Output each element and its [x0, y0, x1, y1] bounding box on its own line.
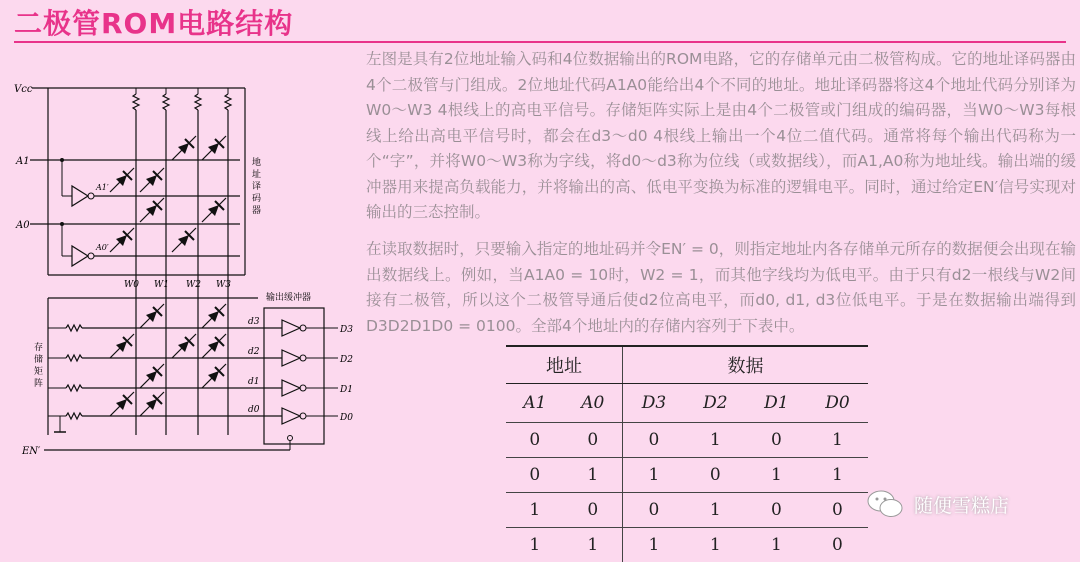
table-cell: 0: [807, 528, 868, 562]
header-d2: D2: [685, 384, 746, 423]
buffer-label: 输出缓冲器: [266, 291, 311, 303]
table-cell: 0: [623, 493, 685, 528]
header-a0: A0: [564, 384, 623, 423]
table-cell: 0: [685, 458, 746, 493]
wechat-icon: [866, 489, 904, 519]
a0-label: A0: [15, 220, 30, 231]
table-cell: 1: [746, 528, 807, 562]
matrix-label: 存储矩阵: [34, 341, 43, 389]
table-cell: 1: [685, 493, 746, 528]
table-cell: 1: [506, 528, 564, 562]
d2-label: d2: [248, 347, 260, 357]
table-cell: 1: [506, 493, 564, 528]
D2-label: D2: [339, 355, 353, 365]
table-cell: 0: [564, 423, 623, 458]
table-cell: 0: [564, 493, 623, 528]
table-cell: 0: [623, 423, 685, 458]
d3-label: d3: [248, 317, 260, 327]
en-label: EN′: [21, 446, 41, 457]
bit-lines: [48, 325, 282, 432]
a0n-label: A0′: [95, 243, 109, 252]
vcc-label: Vcc: [14, 84, 33, 95]
table-cell: 1: [564, 458, 623, 493]
output-buffers: [282, 320, 338, 424]
w3-label: W3: [216, 280, 231, 290]
rom-content-table: [506, 345, 868, 562]
rom-circuit-diagram: [0, 60, 362, 460]
table-cell: 0: [807, 493, 868, 528]
paragraph-read-operation: 在读取数据时，只要输入指定的地址码并令EN′ = 0，则指定地址内各存储单元所存的数据便会出现在输出数据线上。例如，当A1A0 = 10时，W2 = 1，而其他字线均为低电平。由于只有d2一根线与W2间接有二极管，所以这个二极管导通后使d2位高电平，而d0, d1, d3位低电平。于是在数据输出端得到D3D2D1D0 = 0100。全部4个地址内的存储内容列于下表中。: [366, 237, 1076, 339]
table-cell: 1: [564, 528, 623, 562]
table-cell: 1: [623, 528, 685, 562]
table-cell: 1: [685, 528, 746, 562]
title-underline: [14, 41, 1066, 43]
table-cell: 1: [623, 458, 685, 493]
D1-label: D1: [339, 385, 353, 395]
a1-label: A1: [15, 156, 30, 167]
header-d1: D1: [746, 384, 807, 423]
table-cell: 1: [685, 423, 746, 458]
header-d0: D0: [807, 384, 868, 423]
table-cell: 0: [746, 423, 807, 458]
group-address-header: 地址: [506, 346, 623, 384]
w0-label: W0: [124, 280, 139, 290]
D3-label: D3: [339, 325, 353, 335]
table-cell: 0: [506, 423, 564, 458]
inverter-a0: [72, 246, 88, 266]
table-row: [506, 528, 868, 562]
table-row: [506, 493, 868, 528]
w1-label: W1: [154, 280, 169, 290]
table-row: [506, 458, 868, 493]
d1-label: d1: [248, 377, 260, 387]
watermark-text: 随便雪糕店: [914, 491, 1009, 518]
D0-label: D0: [339, 413, 353, 423]
w2-label: W2: [186, 280, 201, 290]
a1n-label: A1′: [95, 183, 109, 192]
header-d3: D3: [623, 384, 685, 423]
table-row: [506, 423, 868, 458]
decoder-label: 地址译码器: [252, 156, 261, 216]
paragraph-rom-structure: 左图是具有2位地址输入码和4位数据输出的ROM电路，它的存储单元由二极管构成。它的地址译码器由4个二极管与门组成。2位地址代码A1A0能给出4个不同的地址。地址译码器将这4个地址代码分别译为W0～W3 4根线上的高电平信号。存储矩阵实际上是由4个二极管或门组成的编码器，当W0～W3每根线上给出高电平信号时，都会在d3～d0 4根线上输出一个4位二值代码。通常将每个输出代码称为一个“字”，并将W0～W3称为字线，将d0～d3称为位线（或数据线），而A1,A0称为地址线。输出端的缓冲器用来提高负载能力，并将输出的高、低电平变换为标准的逻辑电平。同时，通过给定EN′信号实现对输出的三态控制。: [366, 47, 1076, 226]
table-cell: 0: [506, 458, 564, 493]
group-data-header: 数据: [623, 346, 868, 384]
page-title: 二极管ROM电路结构: [14, 2, 293, 42]
d0-label: d0: [248, 405, 260, 415]
table-cell: 1: [807, 423, 868, 458]
table-cell: 0: [746, 493, 807, 528]
table-cell: 1: [807, 458, 868, 493]
decoder-diodes: [110, 136, 226, 252]
table-cell: 1: [746, 458, 807, 493]
watermark: [866, 484, 1056, 524]
matrix-diodes: [110, 304, 226, 416]
inverter-a1: [72, 186, 88, 206]
header-a1: A1: [506, 384, 564, 423]
pullup-resistors: [133, 88, 231, 110]
